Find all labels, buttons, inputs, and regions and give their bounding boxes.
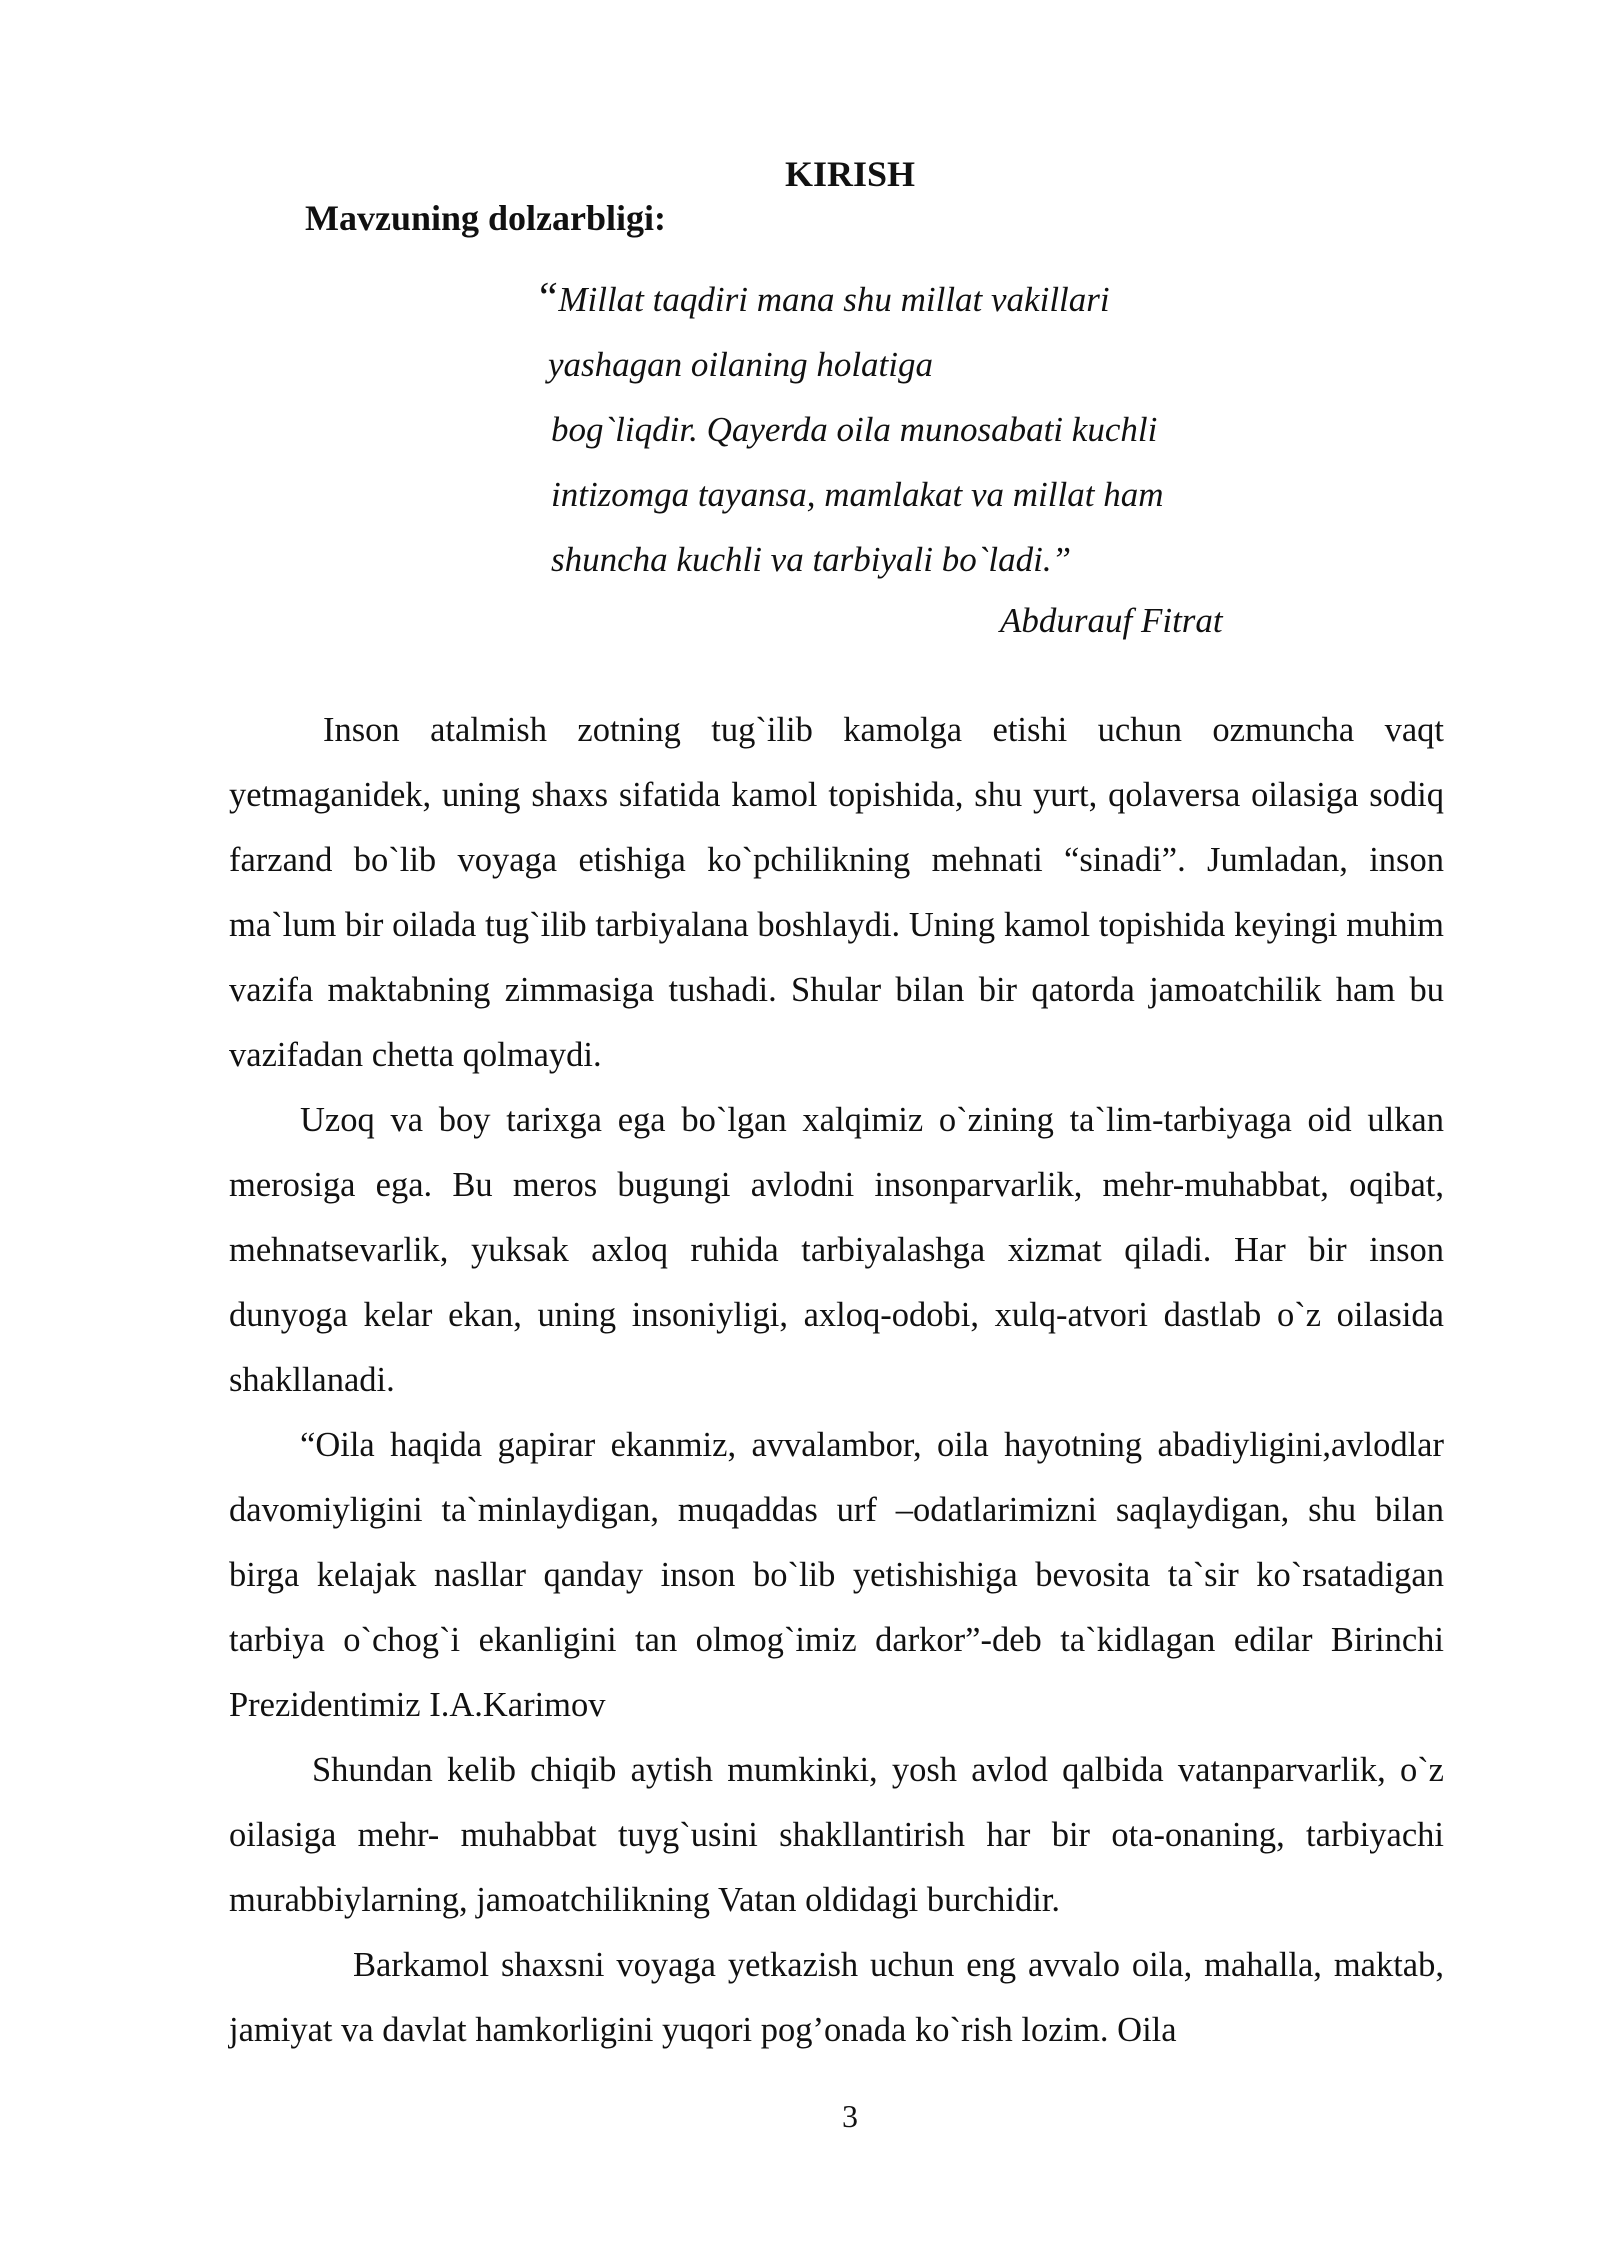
- open-quote-mark: “: [535, 275, 559, 321]
- epigraph-quote: [535, 266, 1295, 592]
- paragraph: Shundan kelib chiqib aytish mumkinki, yosh avlod qalbida vatanparvarlik, o`z oilasiga mehr- muhabbat tuyg`usini shakllantirish har bir ota-onaning, tarbiyachi murabbiylarning, jamoatchilikning Vatan oldidagi burchidir.: [229, 1751, 1444, 1919]
- epigraph-line: intizomga tayansa, mamlakat va millat ham: [551, 475, 1164, 514]
- epigraph-line: yashagan oilaning holatiga: [548, 345, 933, 384]
- epigraph-line: “Millat taqdiri mana shu millat vakillari: [535, 275, 1110, 321]
- body-text: [229, 698, 1444, 2063]
- paragraph: Inson atalmish zotning tug`ilib kamolga etishi uchun ozmuncha vaqt yetmaganidek, uning shaxs sifatida kamol topishida, shu yurt, qolaversa oilasiga sodiq farzand bo`lib voyaga etishiga ko`pchilikning mehnati “sinadi”. Jumladan, inson ma`lum bir oilada tug`ilib tarbiyalana boshlaydi. Uning kamol topishida keyingi muhim vazifa maktabning zimmasiga tushadi. Shular bilan bir qatorda jamoatchilik ham bu vazifadan chetta qolmaydi.: [229, 711, 1444, 1074]
- paragraph: Barkamol shaxsni voyaga yetkazish uchun eng avvalo oila, mahalla, maktab, jamiyat va davlat hamkorligini yuqori pog’onada ko`rish lozim. Oila: [229, 1946, 1444, 2049]
- epigraph-author: Abdurauf Fitrat: [1000, 601, 1223, 640]
- epigraph-line: shuncha kuchli va tarbiyali bo`ladi.”: [551, 540, 1072, 579]
- epigraph-line: bog`liqdir. Qayerda oila munosabati kuchli: [551, 410, 1158, 449]
- paragraph: Uzoq va boy tarixga ega bo`lgan xalqimiz o`zining ta`lim-tarbiyaga oid ulkan merosiga ega. Bu meros bugungi avlodni insonparvarlik, mehr-muhabbat, oqibat, mehnatsevarlik, yuksak axloq ruhida tarbiyalashga xizmat qiladi. Har bir inson dunyoga kelar ekan, uning insoniyligi, axloq-odobi, xulq-atvori dastlab o`z oilasida shakllanadi.: [229, 1101, 1444, 1399]
- paragraph: “Oila haqida gapirar ekanmiz, avvalambor, oila hayotning abadiyligini,avlodlar davomiyligini ta`minlaydigan, muqaddas urf –odatlarimizni saqlaydigan, shu bilan birga kelajak nasllar qanday inson bo`lib yetishishiga bevosita ta`sir ko`rsatadigan tarbiya o`chog`i ekanligini tan olmog`imiz darkor”-deb ta`kidlagan edilar Birinchi Prezidentimiz I.A.Karimov: [229, 1426, 1444, 1724]
- section-heading: Mavzuning dolzarbligi:: [305, 198, 667, 238]
- page-number: 3: [842, 2098, 858, 2134]
- page-title: KIRISH: [784, 154, 916, 194]
